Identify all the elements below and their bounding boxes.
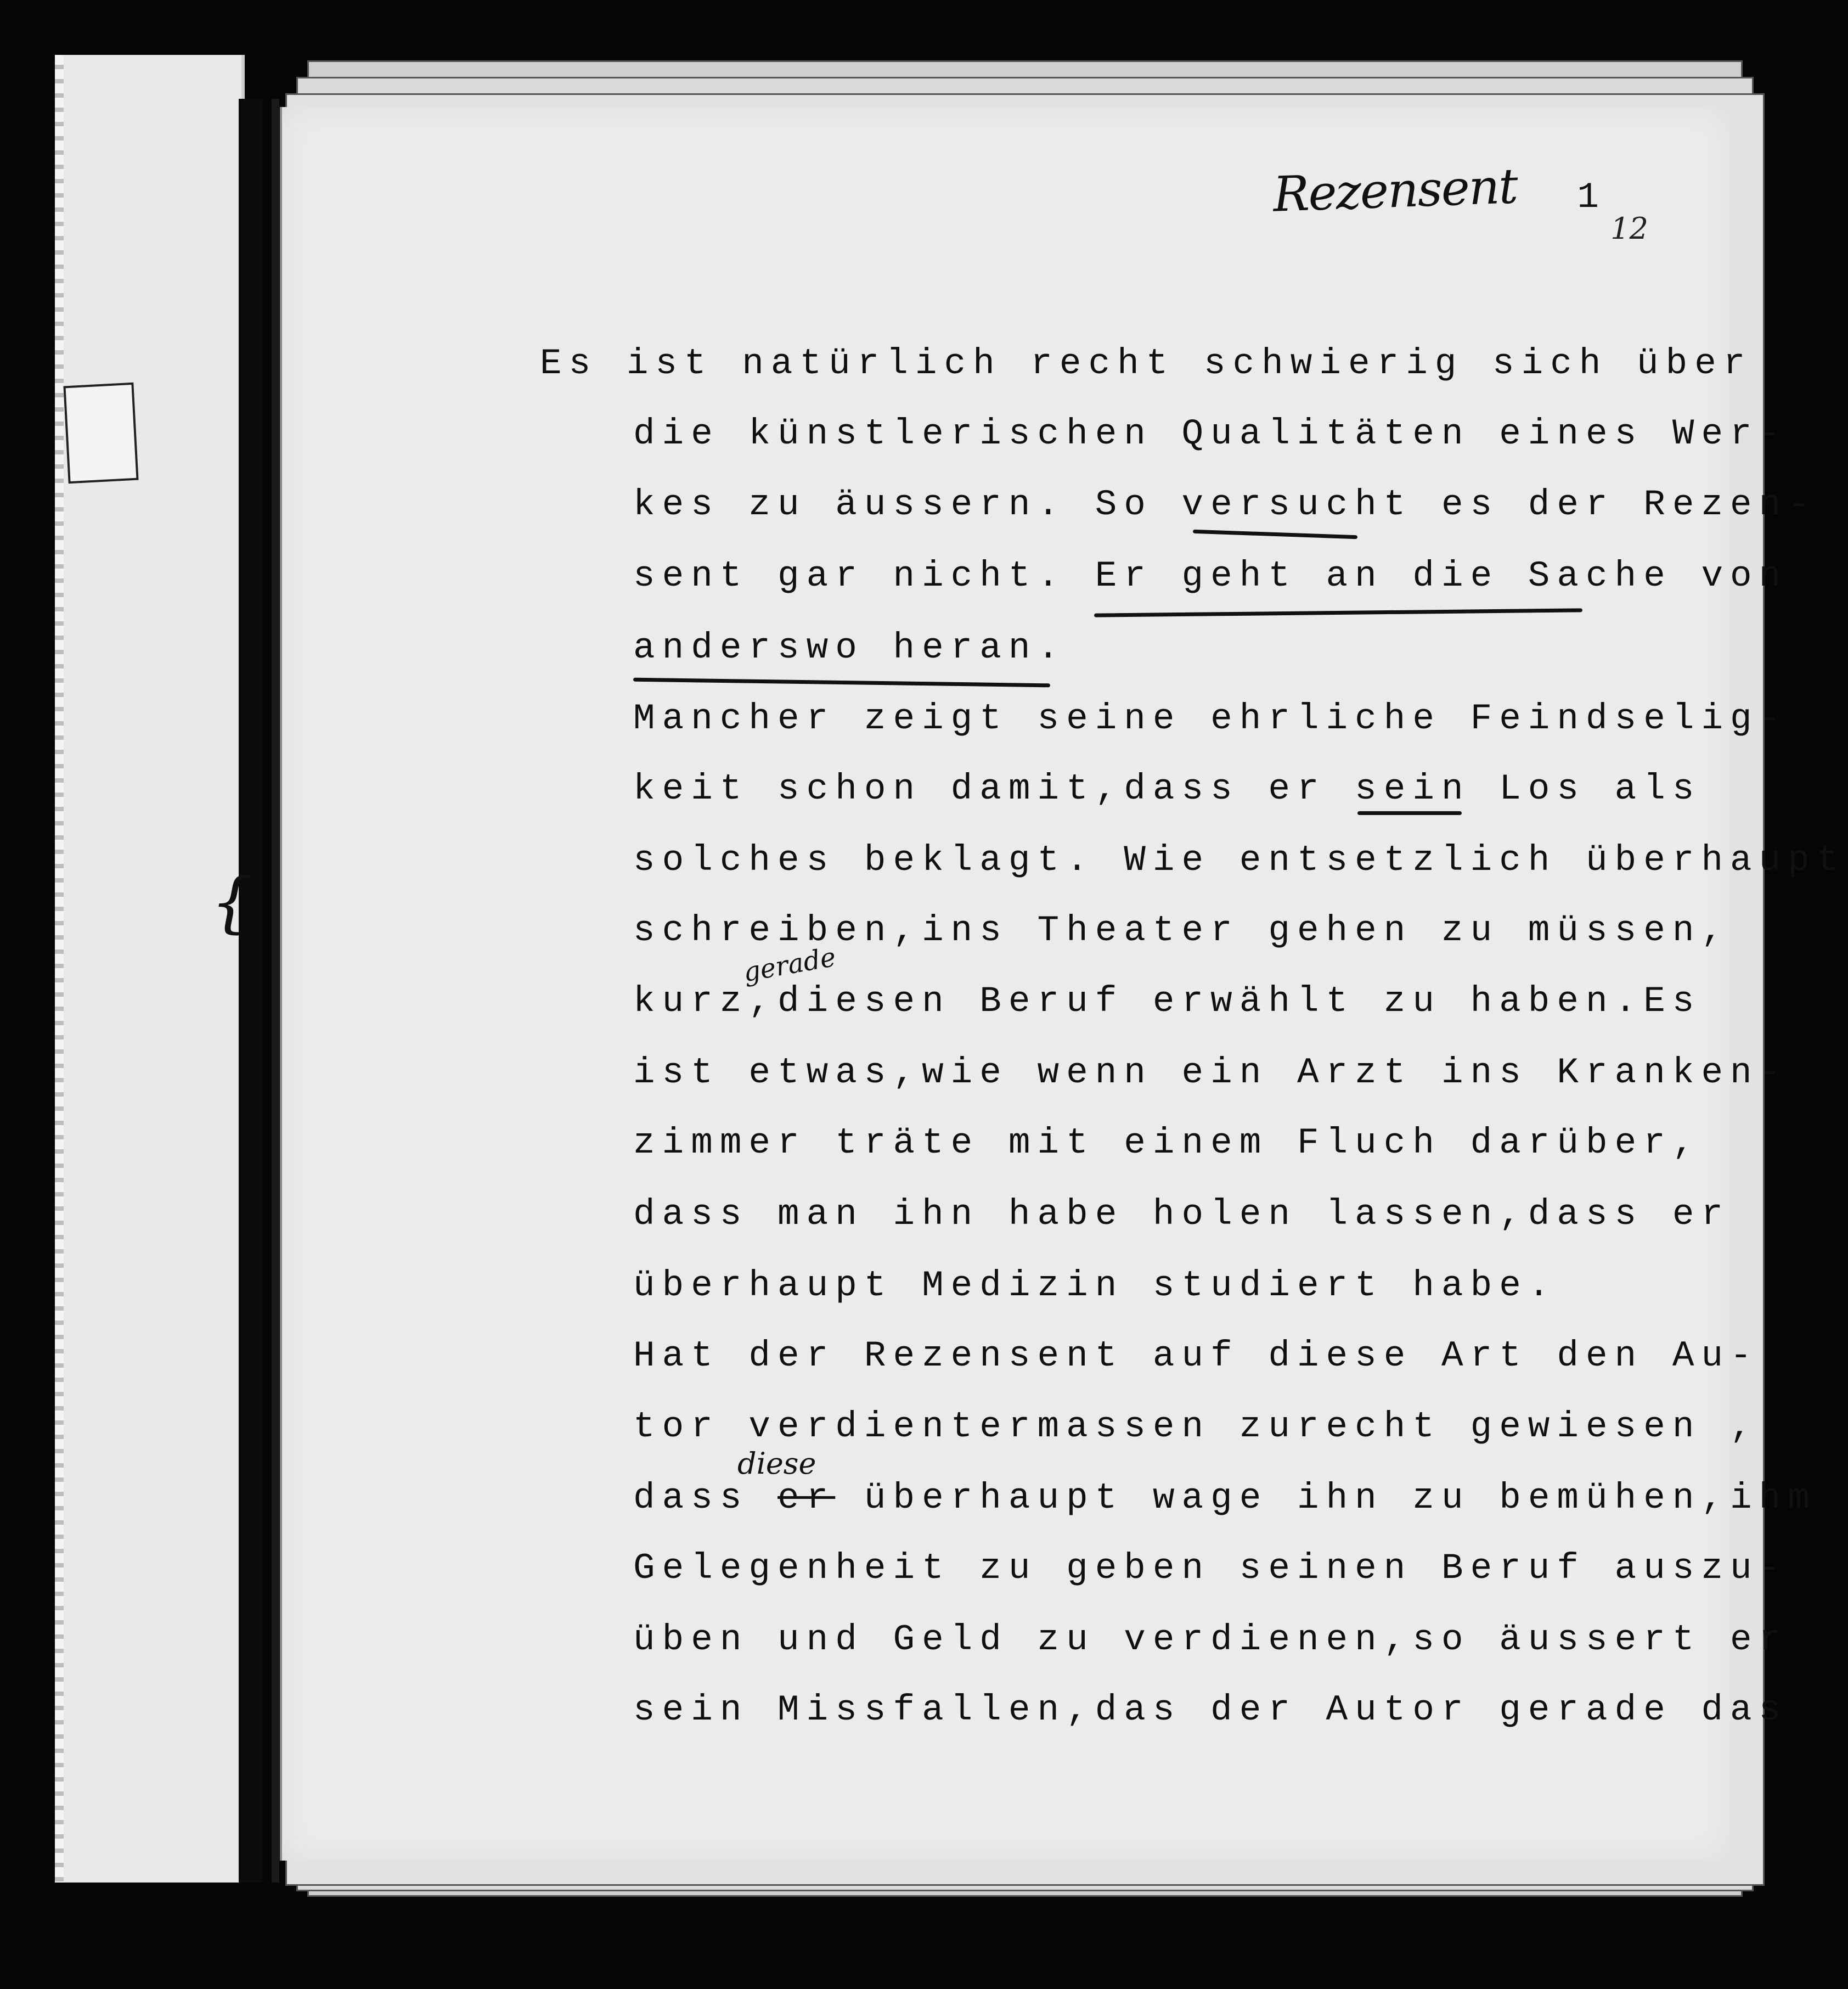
page-number: 1 — [1577, 177, 1599, 218]
text-line-14: überhaupt Medizin studiert habe. — [633, 1265, 1557, 1306]
text-line-10: kurz,diesen Beruf erwählt zu haben.Es — [633, 981, 1701, 1022]
text-line-13: dass man ihn habe holen lassen,dass er — [633, 1194, 1731, 1235]
folder-binding-strip — [60, 55, 245, 1883]
handwritten-title: Rezensent — [1271, 158, 1518, 223]
underline-geht-an-die-sache — [1094, 608, 1582, 617]
text-line-4: sent gar nicht. Er geht an die Sache von — [633, 555, 1788, 597]
text-line-11: ist etwas,wie wenn ein Arzt ins Kranken- — [633, 1052, 1788, 1093]
typewritten-page — [211, 107, 1846, 1861]
text-line-6: Mancher zeigt seine ehrliche Feindselig- — [633, 698, 1788, 739]
text-line-17-rest: überhaupt wage ihn zu bemühen,ihm — [864, 1477, 1817, 1519]
text-line-3: kes zu äussern. So versucht es der Rezen- — [633, 484, 1817, 525]
corner-note: 12 — [1610, 211, 1648, 246]
text-line-9: schreiben,ins Theater gehen zu müssen, — [633, 910, 1731, 951]
text-line-16: tor verdientermassen zurecht gewiesen , — [633, 1406, 1759, 1447]
text-line-5: anderswo heran. — [633, 627, 1067, 668]
text-line-19: üben und Geld zu verdienen,so äussert er — [633, 1619, 1788, 1660]
binding-bar — [239, 99, 263, 1883]
text-dass: dass — [633, 1477, 749, 1519]
insertion-gerade: gerade — [741, 941, 838, 988]
underline-anderswo — [633, 678, 1050, 688]
margin-brace-mark: { — [211, 864, 253, 941]
text-line-18: Gelegenheit zu geben seinen Beruf auszu- — [633, 1548, 1788, 1589]
folder-torn-edge — [55, 55, 64, 1883]
insertion-diese: diese — [737, 1446, 816, 1481]
text-line-20: sein Missfallen,das der Autor gerade das — [633, 1689, 1788, 1730]
text-line-8: solches beklagt. Wie entsetzlich überhaupt — [633, 840, 1846, 881]
text-line-15: Hat der Rezensent auf diese Art den Au- — [633, 1335, 1759, 1376]
underline-los — [1357, 811, 1462, 815]
binding-bar-thin — [272, 99, 279, 1883]
text-line-17 — [633, 1477, 1817, 1519]
text-line-12: zimmer träte mit einem Fluch darüber, — [633, 1122, 1701, 1164]
folder-tab — [63, 383, 138, 484]
struck-word-er: er — [777, 1477, 836, 1519]
text-line-1: Es ist natürlich recht schwierig sich über — [540, 343, 1753, 384]
page-header — [1271, 158, 1599, 223]
underline-rezen — [1193, 530, 1357, 539]
text-line-7: keit schon damit,dass er sein Los als — [633, 768, 1701, 810]
text-line-2: die künstlerischen Qualitäten eines Wer- — [633, 413, 1788, 454]
